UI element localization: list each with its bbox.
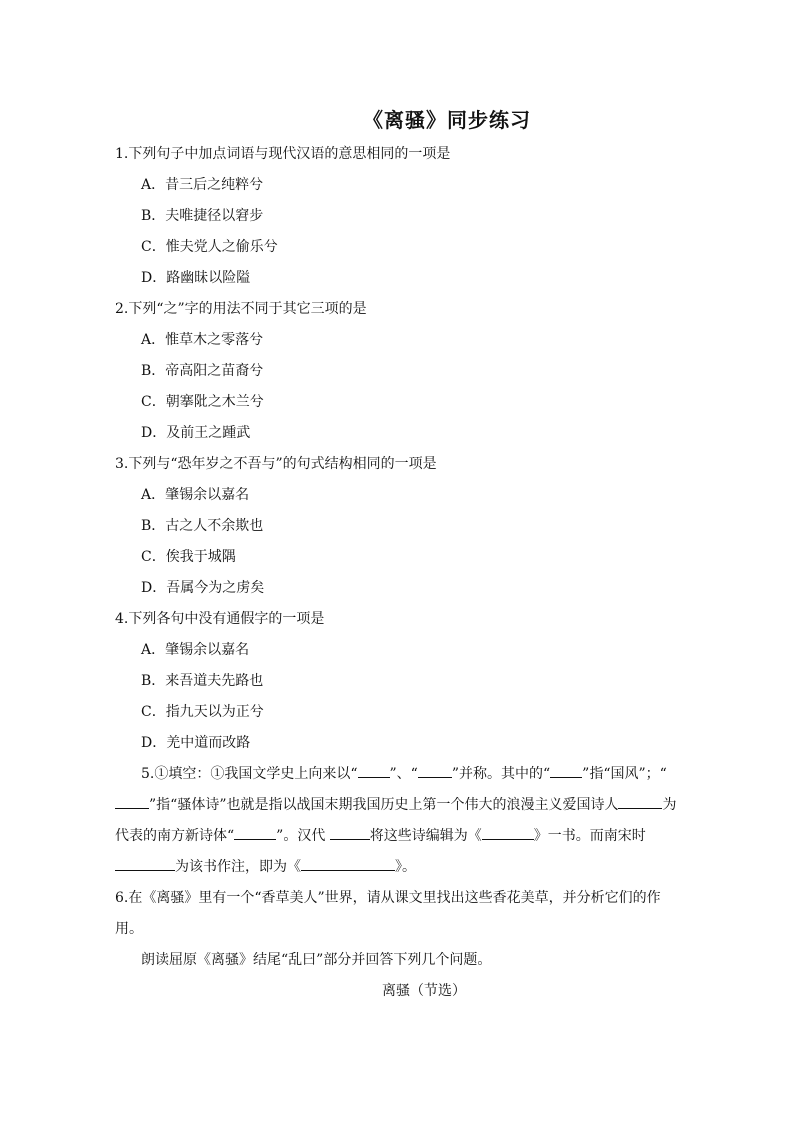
question-3-option-c: C．俟我于城隅 (141, 549, 236, 565)
fill-blank[interactable] (115, 794, 149, 809)
q5-text-2: ”、“ (389, 766, 418, 782)
q5-text-6: 为代表的南方新诗体“ (115, 797, 677, 844)
question-3-option-a: A．肇锡余以嘉名 (141, 487, 250, 503)
question-3-option-b: B．古之人不余欺也 (141, 518, 264, 534)
question-2-option-c: C．朝搴阰之木兰兮 (141, 394, 264, 410)
question-2-option-b: B．帝高阳之苗裔兮 (141, 363, 264, 379)
question-1-option-a: A．昔三后之纯粹兮 (141, 177, 264, 193)
q5-text-4: ”指“国风”；“ (582, 766, 667, 782)
question-4-option-c: C．指九天以为正兮 (141, 704, 264, 720)
question-6: 6.在《离骚》里有一个“香草美人”世界，请从课文里找出这些香花美草，并分析它们的作用。 (115, 890, 661, 937)
question-4-option-d: D．羌中道而改路 (141, 735, 251, 751)
q5-text-5: ”指“骚体诗”也就是指以战国末期我国历史上第一个伟大的浪漫主义爱国诗人 (149, 797, 619, 813)
q5-text-10: 为该书作注，即为《 (175, 859, 301, 875)
question-2-stem: 2.下列“之”字的用法不同于其它三项的是 (115, 301, 367, 317)
question-1-option-c: C．惟夫党人之偷乐兮 (141, 239, 278, 255)
question-4-option-a: A．肇锡余以嘉名 (141, 642, 250, 658)
q5-text-3: ”并称。其中的“ (451, 766, 551, 782)
q5-text-7: ”。汉代 (276, 828, 330, 844)
fill-blank[interactable] (482, 825, 534, 840)
question-2-option-a: A．惟草木之零落兮 (141, 332, 264, 348)
q5-text-11: 》。 (395, 859, 416, 875)
fill-blank[interactable] (301, 856, 395, 871)
fill-blank[interactable] (418, 763, 452, 778)
fill-blank[interactable] (358, 763, 390, 778)
question-4-option-b: B．来吾道夫先路也 (141, 673, 264, 689)
q5-text-9: 》一书。而南宋时 (533, 828, 646, 844)
reading-subtitle: 离骚（节选） (382, 983, 466, 999)
q5-text-8: 将这些诗编辑为《 (369, 828, 482, 844)
exercise-content (115, 139, 685, 1007)
fill-blank[interactable] (234, 825, 276, 840)
fill-blank[interactable] (618, 794, 662, 809)
question-3-stem: 3.下列与“恐年岁之不吾与”的句式结构相同的一项是 (115, 456, 437, 472)
question-1-option-b: B．夫唯捷径以窘步 (141, 208, 264, 224)
question-3-option-d: D．吾属今为之虏矣 (141, 580, 265, 596)
reading-instruction: 朗读屈原《离骚》结尾“乱曰”部分并回答下列几个问题。 (141, 952, 492, 968)
fill-blank[interactable] (330, 825, 370, 840)
question-1-option-d: D．路幽昧以险隘 (141, 270, 251, 286)
question-4-stem: 4.下列各句中没有通假字的一项是 (115, 611, 325, 627)
fill-blank[interactable] (550, 763, 582, 778)
question-1-stem: 1.下列句子中加点词语与现代汉语的意思相同的一项是 (115, 146, 451, 162)
fill-blank[interactable] (115, 856, 175, 871)
question-2-option-d: D．及前王之踵武 (141, 425, 251, 441)
question-5-fill-in (115, 759, 685, 883)
page-title: 《离骚》同步练习 (363, 108, 531, 132)
q5-text-1: 5.①填空：①我国文学史上向来以“ (141, 766, 358, 782)
